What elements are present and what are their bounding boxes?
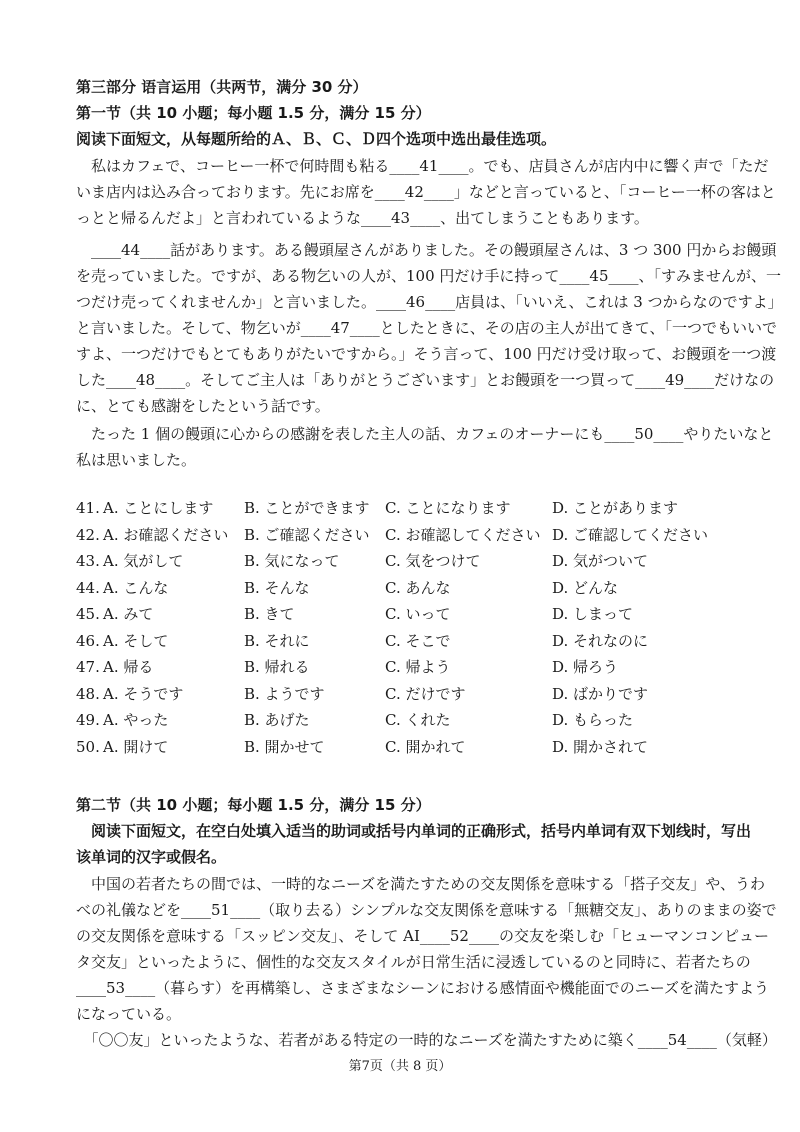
option-d: D. ことがあります xyxy=(552,499,679,517)
option-b: B. それに xyxy=(244,631,310,650)
option-a: A. みて xyxy=(103,605,154,623)
option-a: A. やった xyxy=(103,711,169,729)
section2-title: 第二节（共 10 小题；每小题 1.5 分，满分 15 分） xyxy=(76,796,431,814)
option-b: B. 帰れる xyxy=(244,658,310,676)
passage-line: 私はカフェで、コーヒー一杯で何時間も粘る____41____。でも、店員さんが店内中に響く声で「ただ xyxy=(76,157,769,175)
passage-line: に、とても感謝をしたという話です。 xyxy=(76,397,330,415)
option-c: C. あんな xyxy=(385,578,451,597)
option-a: A. ことにします xyxy=(103,499,214,517)
option-b: B. 開かせて xyxy=(244,737,325,756)
question-row xyxy=(76,551,716,578)
question-number: 47. xyxy=(76,658,100,676)
option-d: D. 気がついて xyxy=(552,552,649,570)
passage-line: っとと帰るんだよ」と言われているような____43____、出てしまうこともあります。 xyxy=(76,209,649,227)
option-d: D. どんな xyxy=(552,578,619,597)
question-number: 49. xyxy=(76,711,100,729)
option-a: A. お確認ください xyxy=(103,525,229,544)
option-c: C. 気をつけて xyxy=(385,552,481,570)
option-d: D. もらった xyxy=(552,711,634,729)
question-number: 50. xyxy=(76,737,100,756)
question-number: 43. xyxy=(76,552,100,570)
option-b: B. きて xyxy=(244,605,295,623)
option-c: C. ことになります xyxy=(385,499,511,517)
question-row xyxy=(76,737,716,764)
question-row xyxy=(76,578,716,605)
question-options-table xyxy=(76,498,716,763)
question-row xyxy=(76,498,716,525)
option-c: C. そこで xyxy=(385,631,451,650)
question-row xyxy=(76,684,716,711)
option-c: C. お確認してください xyxy=(385,525,541,544)
section1-instruction: 阅读下面短文，从每题所给的Ａ、Ｂ、Ｃ、Ｄ四个选项中选出最佳选项。 xyxy=(76,130,557,148)
passage-line: を売っていました。ですが、ある物乞いの人が、100 円だけ手に持って____45____、「すみませんが、一 xyxy=(76,267,781,285)
passage-line: ____53____（暮らす）を再構築し、さまざまなシーンにおける感情面や機能面でのニーズを満たすよう xyxy=(76,979,770,997)
option-a: A. 開けて xyxy=(103,737,169,756)
passage-line: ____44____話があります。ある饅頭屋さんがありました。その饅頭屋さんは、3 つ 300 円からお饅頭 xyxy=(76,241,777,259)
option-b: B. そんな xyxy=(244,578,310,597)
question-number: 41. xyxy=(76,499,100,517)
option-c: C. いって xyxy=(385,605,451,623)
option-d: D. ばかりです xyxy=(552,684,649,703)
question-row xyxy=(76,710,716,737)
option-b: B. ご確認ください xyxy=(244,525,370,544)
part-title: 第三部分 语言运用（共两节，满分 30 分） xyxy=(76,78,368,96)
section2-instruction-line: 阅读下面短文，在空白处填入适当的助词或括号内单词的正确形式，括号内单词有双下划线时，写出 xyxy=(76,822,752,840)
question-row xyxy=(76,525,716,552)
option-b: B. ようです xyxy=(244,684,325,703)
passage-line: 「〇〇友」といったような、若者がある特定の一時的なニーズを満たすために築く____54____（気軽） xyxy=(76,1031,777,1049)
option-b: B. 気になって xyxy=(244,552,340,570)
passage-line: 中国の若者たちの間では、一時的なニーズを満たすための交友関係を意味する「搭子交友」や、うわ xyxy=(76,875,765,893)
option-d: D. ご確認してください xyxy=(552,525,709,544)
passage-line: いま店内は込み合っております。先にお席を____42____」などと言っていると、「コーヒー一杯の客はと xyxy=(76,183,776,201)
option-c: C. くれた xyxy=(385,711,451,729)
passage-line: たった 1 個の饅頭に心からの感謝を表した主人の話、カフェのオーナーにも____50____やりたいなと xyxy=(76,425,774,443)
passage-line: の交友関係を意味する「スッピン交友」、そして AI____52____の交友を楽しむ「ヒューマンコンピュー xyxy=(76,927,769,945)
section2-instruction-line: 该单词的汉字或假名。 xyxy=(76,848,227,866)
passage-line: べの礼儀などを____51____（取り去る）シンプルな交友関係を意味する「無糖交友」、ありのままの姿で xyxy=(76,901,777,919)
option-d: D. しまって xyxy=(552,605,634,623)
question-row xyxy=(76,657,716,684)
passage-line: すよ、一つだけでもとてもありがたいですから。」そう言って、100 円だけ受け取って、お饅頭を一つ渡 xyxy=(76,345,777,363)
option-a: A. 帰る xyxy=(103,658,154,676)
question-number: 42. xyxy=(76,525,100,544)
passage-line: になっている。 xyxy=(76,1005,182,1023)
option-d: D. 開かされて xyxy=(552,737,649,756)
question-number: 48. xyxy=(76,684,100,703)
option-d: D. それなのに xyxy=(552,631,649,650)
passage-line: 私は思いました。 xyxy=(76,451,197,469)
question-row xyxy=(76,631,716,658)
option-a: A. 気がして xyxy=(103,552,184,570)
question-number: 45. xyxy=(76,605,100,623)
option-a: A. こんな xyxy=(103,578,169,597)
option-a: A. そうです xyxy=(103,684,184,703)
option-c: C. 開かれて xyxy=(385,737,466,756)
passage-line: と言いました。そして、物乞いが____47____としたときに、その店の主人が出てきて、「一つでもいいで xyxy=(76,319,777,337)
option-c: C. だけです xyxy=(385,684,466,703)
option-c: C. 帰よう xyxy=(385,658,451,676)
question-number: 46. xyxy=(76,631,100,650)
option-b: B. ことができます xyxy=(244,499,370,517)
passage-line: した____48____。そしてご主人は「ありがとうございます」とお饅頭を一つ買って____49____だけなの xyxy=(76,371,775,389)
question-number: 44. xyxy=(76,578,100,597)
option-a: A. そして xyxy=(103,631,169,650)
question-row xyxy=(76,604,716,631)
page-footer: 第7页（共 8 页） xyxy=(348,1059,452,1074)
option-b: B. あげた xyxy=(244,711,310,729)
section1-title: 第一节（共 10 小题；每小题 1.5 分，满分 15 分） xyxy=(76,104,431,122)
passage-line: タ交友」といったように、個性的な交友スタイルが日常生活に浸透しているのと同時に、若者たちの xyxy=(76,953,751,971)
passage-line: つだけ売ってくれませんか」と言いました。____46____店員は、「いいえ、これは 3 つからなのですよ」 xyxy=(76,293,783,311)
option-d: D. 帰ろう xyxy=(552,658,619,676)
